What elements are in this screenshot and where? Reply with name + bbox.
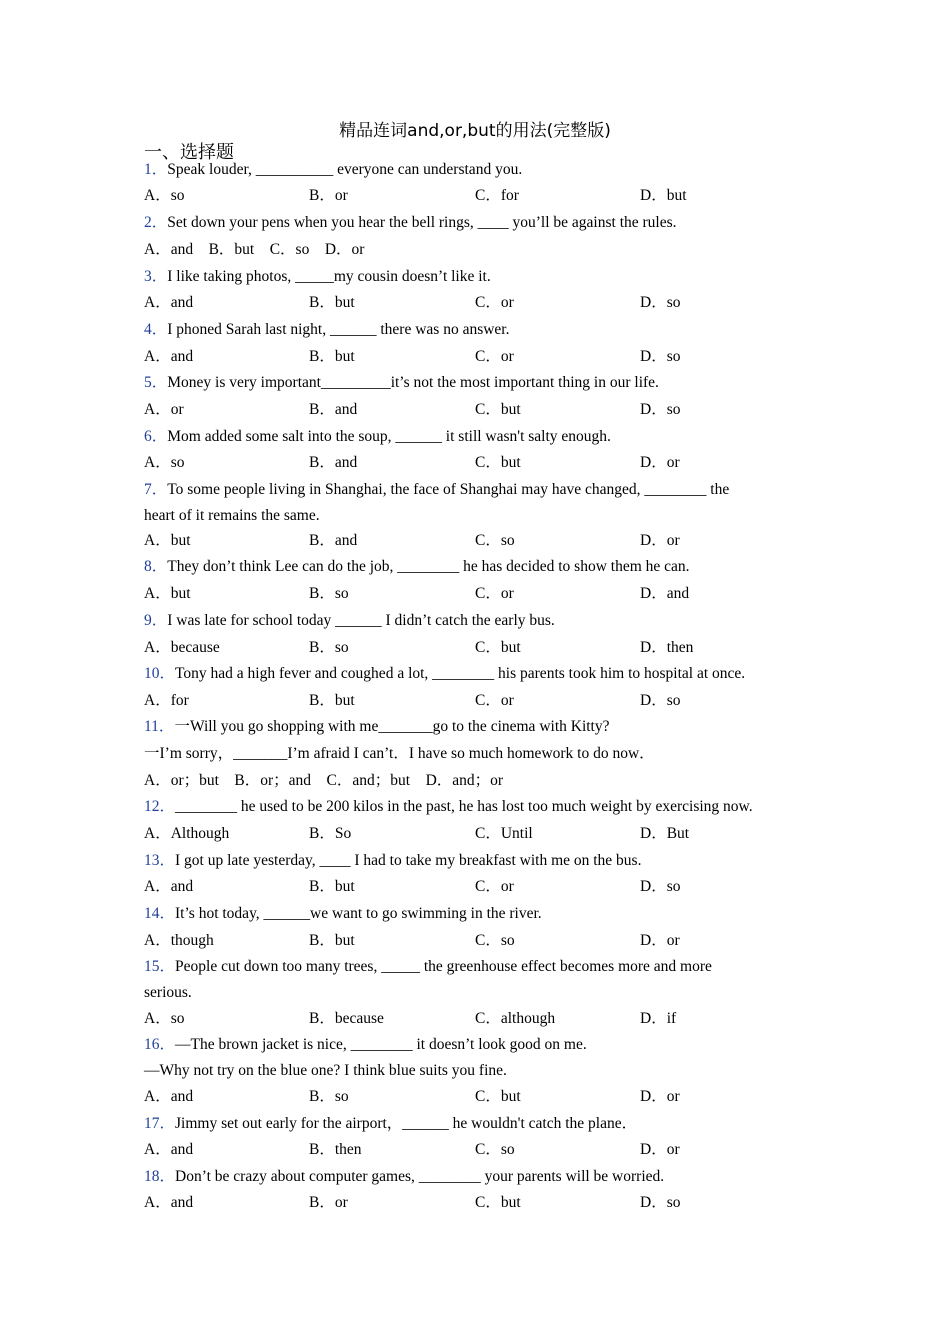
question-stem [144, 664, 745, 684]
answer-option[interactable]: A．and [144, 348, 194, 365]
question-number: 14． [144, 905, 176, 922]
answer-option[interactable]: C．Until [475, 825, 533, 842]
answer-option[interactable]: B．but [309, 294, 355, 311]
answer-option[interactable]: A．and [144, 1194, 194, 1211]
answer-option[interactable]: A．though [144, 932, 214, 949]
answer-option[interactable]: A．and [144, 1088, 194, 1105]
answer-option[interactable]: C．for [475, 187, 519, 204]
answer-option[interactable]: C．so [475, 932, 515, 949]
question-continuation [144, 1061, 507, 1081]
question-stem [144, 373, 659, 393]
question-text: Jimmy set out early for the airport，______ he wouldn't catch the plane． [175, 1115, 638, 1132]
answer-option[interactable]: B．so [309, 1088, 349, 1105]
question-stem [144, 1035, 587, 1055]
question-stem [144, 160, 522, 180]
question-text: I like taking photos, _____my cousin doesn’t like it. [167, 268, 491, 285]
answer-option[interactable]: B．but [309, 348, 355, 365]
question-number: 12． [144, 798, 176, 815]
answer-option[interactable]: A．or [144, 401, 184, 418]
question-text: —The brown jacket is nice, ________ it doesn’t look good on me. [175, 1036, 587, 1053]
answer-options-inline[interactable]: A．or；but B．or；and C．and；but D．and；or [144, 772, 504, 789]
answer-option[interactable]: B．or [309, 1194, 348, 1211]
answer-option[interactable]: C．so [475, 532, 515, 549]
question-number: 18． [144, 1168, 176, 1185]
question-text: They don’t think Lee can do the job, ________ he has decided to show them he can. [167, 558, 690, 575]
question-number: 9． [144, 612, 168, 629]
question-text: heart of it remains the same. [144, 507, 320, 524]
question-number: 13． [144, 852, 176, 869]
answer-option[interactable]: A．so [144, 1010, 185, 1027]
question-text: I was late for school today ______ I didn’t catch the early bus. [167, 612, 555, 629]
question-number: 15． [144, 958, 176, 975]
answer-option[interactable]: A．and [144, 1141, 194, 1158]
question-number: 16． [144, 1036, 176, 1053]
answer-option[interactable]: B．and [309, 454, 358, 471]
answer-option[interactable]: D．so [640, 294, 681, 311]
answer-option[interactable]: D．so [640, 878, 681, 895]
answer-option[interactable]: C．so [475, 1141, 515, 1158]
question-text: 一Will you go shopping with me_______go to the cinema with Kitty? [174, 718, 610, 735]
answer-option[interactable]: C．or [475, 878, 514, 895]
question-number: 2． [144, 214, 168, 231]
answer-option[interactable]: B．but [309, 692, 355, 709]
answer-option[interactable]: B．so [309, 639, 349, 656]
answer-option[interactable]: D．But [640, 825, 690, 842]
question-text: Don’t be crazy about computer games, ________ your parents will be worried. [175, 1168, 665, 1185]
answer-option[interactable]: D．or [640, 532, 680, 549]
answer-option[interactable]: A．and [144, 294, 194, 311]
question-text: I phoned Sarah last night, ______ there was no answer. [167, 321, 510, 338]
answer-option[interactable]: C．or [475, 585, 514, 602]
answer-option[interactable]: A．but [144, 532, 191, 549]
question-stem [144, 320, 509, 340]
question-number: 17． [144, 1115, 176, 1132]
answer-option[interactable]: A．because [144, 639, 220, 656]
question-stem [144, 904, 542, 924]
answer-option[interactable]: B．then [309, 1141, 362, 1158]
answer-option[interactable]: D．and [640, 585, 690, 602]
question-number: 1． [144, 161, 168, 178]
answer-option[interactable]: B．so [309, 585, 349, 602]
question-stem [144, 611, 555, 631]
question-stem [144, 557, 690, 577]
question-text: —Why not try on the blue one? I think blue suits you fine. [144, 1062, 507, 1079]
question-text: To some people living in Shanghai, the face of Shanghai may have changed, ________ the [167, 481, 730, 498]
answer-option[interactable]: C．or [475, 692, 514, 709]
question-text: ________ he used to be 200 kilos in the past, he has lost too much weight by exercising now. [175, 798, 753, 815]
question-text: People cut down too many trees, _____ the greenhouse effect becomes more and more [175, 958, 712, 975]
question-stem [144, 717, 610, 737]
answer-option[interactable]: D．if [640, 1010, 677, 1027]
question-number: 8． [144, 558, 168, 575]
answer-option[interactable]: B．and [309, 401, 358, 418]
question-text: 一I’m sorry，_______I’m afraid I can’t．I have so much homework to do now． [144, 745, 655, 762]
answer-option[interactable]: A．Although [144, 825, 230, 842]
answer-options-inline[interactable]: A．and B．but C．so D．or [144, 241, 365, 258]
question-text: Set down your pens when you hear the bell rings, ____ you’ll be against the rules. [167, 214, 677, 231]
question-stem [144, 267, 491, 287]
answer-option[interactable]: C．but [475, 454, 521, 471]
question-text: Money is very important_________it’s not the most important thing in our life. [167, 374, 659, 391]
answer-option[interactable]: B．because [309, 1010, 384, 1027]
question-continuation [144, 506, 320, 526]
answer-option[interactable]: C．although [475, 1010, 556, 1027]
answer-option[interactable]: B．So [309, 825, 352, 842]
document-title: 精品连词and,or,but的用法(完整版) [339, 121, 611, 141]
answer-option[interactable]: C．or [475, 348, 514, 365]
answer-option[interactable]: A．so [144, 454, 185, 471]
question-number: 11． [144, 718, 175, 735]
answer-option[interactable]: D．but [640, 187, 687, 204]
question-number: 10． [144, 665, 176, 682]
answer-option[interactable]: A．for [144, 692, 189, 709]
question-stem [144, 427, 611, 447]
answer-option[interactable]: B．but [309, 878, 355, 895]
answer-option[interactable]: D．then [640, 639, 694, 656]
answer-option[interactable]: C．but [475, 1088, 521, 1105]
question-stem [144, 851, 641, 871]
answer-option[interactable]: C．but [475, 401, 521, 418]
question-stem [144, 1167, 664, 1187]
answer-option[interactable]: D．so [640, 401, 681, 418]
question-text: It’s hot today, ______we want to go swimming in the river. [175, 905, 542, 922]
question-number: 6． [144, 428, 168, 445]
section-heading: 一、选择题 [144, 142, 234, 163]
question-stem [144, 797, 753, 817]
question-number: 7． [144, 481, 168, 498]
answer-option[interactable]: C．but [475, 1194, 521, 1211]
answer-option[interactable]: A．but [144, 585, 191, 602]
question-text: Mom added some salt into the soup, ______ it still wasn't salty enough. [167, 428, 611, 445]
answer-option[interactable]: A．so [144, 187, 185, 204]
answer-option[interactable]: B．or [309, 187, 348, 204]
question-text: Speak louder, __________ everyone can understand you. [167, 161, 523, 178]
question-stem [144, 1114, 637, 1134]
question-text: serious. [144, 984, 192, 1001]
answer-option[interactable]: C．but [475, 639, 521, 656]
answer-option[interactable]: D．or [640, 1141, 680, 1158]
question-number: 3． [144, 268, 168, 285]
answer-option[interactable]: B．and [309, 532, 358, 549]
question-continuation [144, 983, 192, 1003]
question-number: 4． [144, 321, 168, 338]
answer-option[interactable]: D．or [640, 454, 680, 471]
question-continuation [144, 744, 655, 764]
answer-option[interactable]: D．so [640, 1194, 681, 1211]
answer-option[interactable]: D．or [640, 1088, 680, 1105]
answer-option[interactable]: B．but [309, 932, 355, 949]
question-stem [144, 480, 729, 500]
answer-option[interactable]: C．or [475, 294, 514, 311]
answer-option[interactable]: A．and [144, 878, 194, 895]
question-stem [144, 213, 677, 233]
question-text: Tony had a high fever and coughed a lot, ________ his parents took him to hospital at once. [175, 665, 746, 682]
question-number: 5． [144, 374, 168, 391]
answer-option[interactable]: D．so [640, 348, 681, 365]
answer-option[interactable]: D．so [640, 692, 681, 709]
question-stem [144, 957, 712, 977]
answer-option[interactable]: D．or [640, 932, 680, 949]
question-text: I got up late yesterday, ____ I had to take my breakfast with me on the bus. [175, 852, 642, 869]
